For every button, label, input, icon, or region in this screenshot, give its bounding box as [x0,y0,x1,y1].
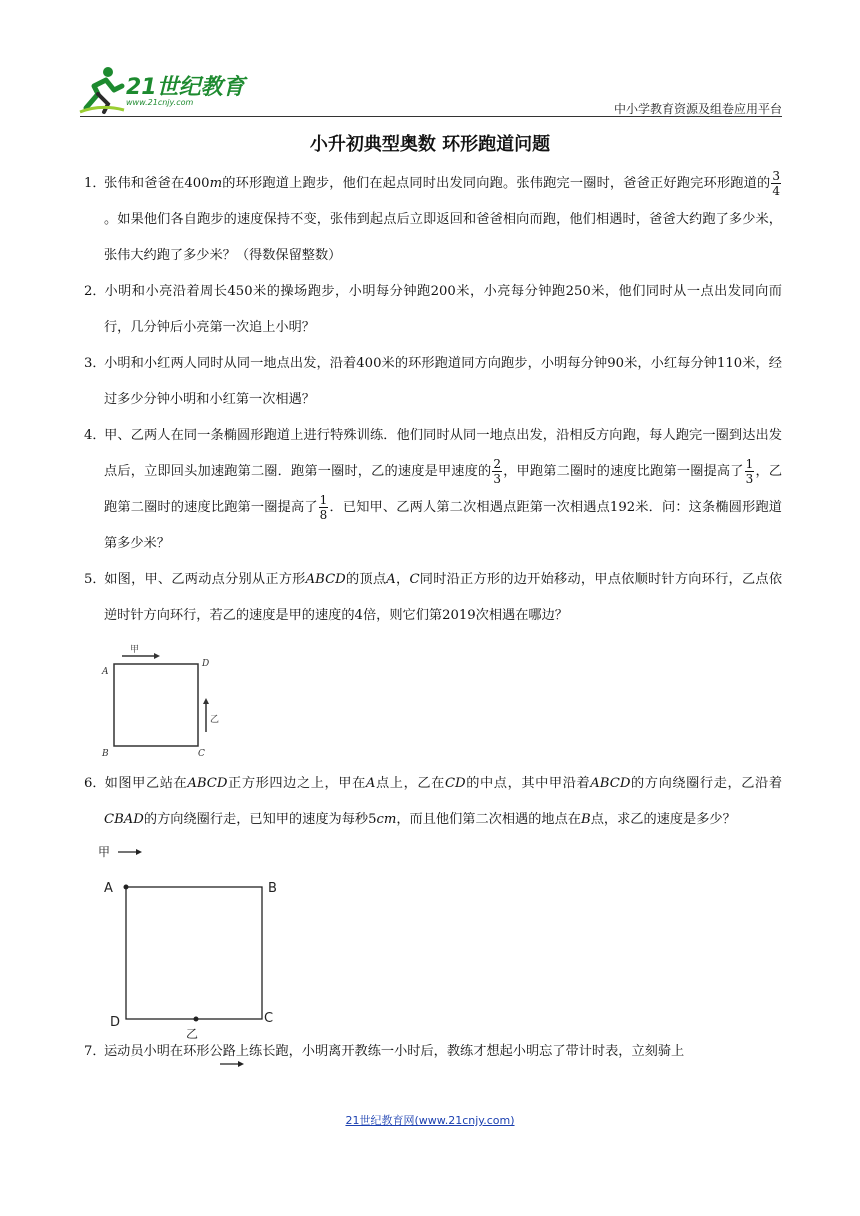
question-number: 7． [84,1044,106,1059]
math-variable: A [386,572,396,587]
question-number: 5． [84,572,106,587]
math-variable: CD [444,776,466,791]
logo-url: www.21cnjy.com [126,98,194,107]
footer-link[interactable]: 21世纪教育网(www.21cnjy.com) [345,1114,515,1127]
fraction [771,169,781,198]
question-text: ，甲跑第二圈时的速度比跑第一圈提高了 [503,464,744,479]
math-variable: ABCD [187,776,228,791]
fig5-arrowhead-jia [154,653,160,659]
question-6 [84,766,782,838]
numerator: 1 [745,457,754,471]
math-variable: C [409,572,420,587]
question-2 [84,274,782,346]
fig5-label-yi: 乙 [210,715,220,725]
fig5-square [114,664,198,746]
question-number: 3． [84,356,106,371]
figure-5-square [96,636,256,760]
page-title: 小升初典型奥数 环形跑道问题 [309,134,551,155]
question-text: 同时沿正方形的边开始移动，甲点依顺时针方向环行，乙点依逆时针方向环行，若乙的速度是甲的速度的4倍，则它们第2019次相遇在哪边？ [104,572,783,623]
header-divider [80,116,782,117]
logo-text: 21世纪教育 [126,75,245,100]
numerator: 3 [772,169,780,183]
question-5 [84,562,782,634]
fig5-label-b: B [102,749,109,759]
fig6-label-d: D [110,1015,121,1030]
fraction [319,493,329,522]
unit-variable: cm [376,812,397,827]
question-text: 的中点，其中甲沿着 [465,776,591,791]
math-variable: ABCD [590,776,631,791]
logo [78,64,258,116]
fig6-label-a: A [104,881,113,896]
figure-6-square [84,842,304,1041]
question-text: 张伟和爸爸在400 [104,176,210,191]
question-7 [84,1034,782,1070]
numerator: 2 [493,457,502,471]
math-variable: B [581,812,591,827]
runner-logo-icon [78,64,126,114]
fraction [745,457,755,486]
question-text: 小明和小红两人同时从同一地点出发，沿着400米的环形跑道同方向跑步，小明每分钟90米，小红每分钟110米，经过多少分钟小明和小红第一次相遇？ [104,356,782,407]
fig5-label-jia: 甲 [130,645,140,655]
fig5-label-d: D [202,659,210,669]
math-variable: A [365,776,376,791]
fig6-label-jia: 甲 [98,845,111,859]
question-text: ，而且他们第二次相遇的地点在 [396,812,581,827]
question-number: 1． [84,176,106,191]
question-text: 正方形四边之上，甲在 [227,776,366,791]
fig6-label-yi: 乙 [186,1027,199,1041]
fig6-arrowhead-jia [136,849,142,855]
math-variable: CBAD [104,812,144,827]
fig5-label-a: A [102,667,109,677]
question-3 [84,346,782,418]
page-header [78,64,782,120]
question-number: 2． [84,284,106,299]
fig6-arrow-yi [218,1058,248,1070]
question-1 [84,166,782,274]
denominator: 4 [772,184,780,198]
question-text: 的环形跑道上跑步，他们在起点同时出发同向跑。张伟跑完一圈时，爸爸正好跑完环形跑道的 [222,176,771,191]
fig6-label-c: C [264,1011,274,1026]
question-number: 6． [84,776,106,791]
fig6-point-a [124,885,129,890]
question-text: 小明和小亮沿着周长450米的操场跑步，小明每分钟跑200米，小亮每分钟跑250米，他们同时从一点出发同向而行，几分钟后小亮第一次追上小明？ [104,284,782,335]
question-text: 点，求乙的速度是多少？ [590,812,736,827]
question-text: 的方向绕圈行走，已知甲的速度为每秒5 [143,812,377,827]
math-variable: ABCD [305,572,346,587]
platform-name: 中小学教育资源及组卷应用平台 [613,102,782,116]
question-text: 点上，乙在 [375,776,445,791]
question-text: 运动员小明在环形公路上练长跑，小明离开教练一小时后，教练才想起小明忘了带计时表，立刻骑上 [104,1044,685,1059]
question-text: 如图甲乙站在 [104,776,188,791]
denominator: 3 [493,472,502,486]
fig6-square [126,887,262,1019]
question-text: ，乙跑第二圈时的速度比跑第一圈提高了 [104,464,783,515]
question-text: 甲、乙两人在同一条椭圆形跑道上进行特殊训练．他们同时从同一地点出发，沿相反方向跑，每人跑完一圈到达出发点后，立即回头加速跑第二圈．跑第一圈时，乙的速度是甲速度的 [104,428,782,479]
denominator: 3 [745,472,754,486]
question-text: 如图，甲、乙两动点分别从正方形 [104,572,306,587]
denominator: 8 [319,508,328,522]
question-text: 的顶点 [345,572,387,587]
question-text: 。如果他们各自跑步的速度保持不变，张伟到起点后立即返回和爸爸相向而跑，他们相遇时，爸爸大约跑了多少米，张伟大约跑了多少米？（得数保留整数） [104,212,782,263]
numerator: 1 [319,493,328,507]
question-text: 的方向绕圈行走，乙沿着 [630,776,783,791]
question-text: ．已知甲、乙两人第二次相遇点距第一次相遇点192米．问：这条椭圆形跑道第多少米？ [104,500,782,551]
fig5-label-c: C [198,749,205,759]
fig6-point-midpoint [194,1017,199,1022]
questions [84,166,782,1070]
fig6-label-b: B [268,881,277,896]
fig5-arrowhead-yi [203,698,209,704]
fraction [492,457,502,486]
question-text: ， [395,572,410,587]
question-4 [84,418,782,562]
unit-variable: m [209,176,223,191]
question-number: 4． [84,428,106,443]
